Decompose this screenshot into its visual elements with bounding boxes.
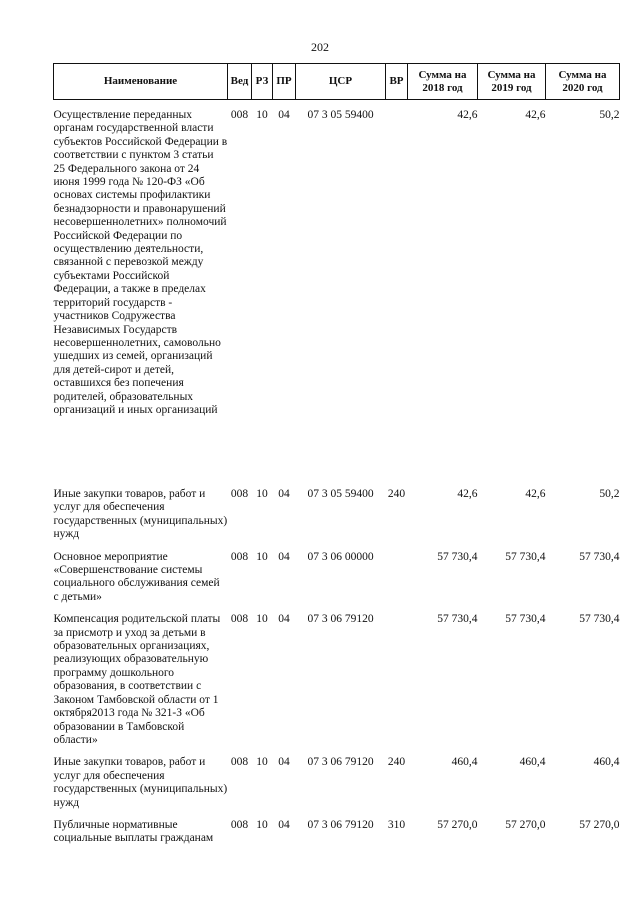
header-vr: ВР [386,64,408,100]
row-ved: 008 [230,756,249,769]
row-sum-2019: 57 270,0 [505,818,546,831]
row-sum-2018: 460,4 [451,756,478,769]
row-ved: 008 [230,550,249,563]
row-csr: 07 3 06 79120 [307,613,374,626]
table-row [54,488,620,542]
row-sum-2020: 460,4 [593,756,620,769]
header-sum-2020: Сумма на 2020 год [546,64,620,100]
header-sum-2018: Сумма на 2018 год [408,64,478,100]
row-csr: 07 3 06 00000 [307,550,374,563]
row-vr [386,551,408,605]
row-ved: 008 [230,613,249,626]
row-sum-2018: 57 270,0 [437,818,478,831]
row-sum-2020: 57 730,4 [579,613,620,626]
row-sum-2018: 42,6 [457,488,478,500]
row-ved: 008 [230,488,249,500]
row-sum-2019: 460,4 [519,756,546,769]
row-vr: 310 [387,818,406,831]
row-pr: 04 [278,488,290,500]
row-sum-2020: 57 270,0 [579,818,620,831]
table-row [54,613,620,747]
page-number: 202 [311,40,329,54]
row-rz: 10 [256,488,268,500]
row-vr: 240 [387,488,406,500]
table-row [54,109,620,479]
table-row [54,551,620,605]
header-ved: Вед [228,64,252,100]
budget-table [53,63,620,846]
row-rz: 10 [256,613,268,626]
row-sum-2018: 42,6 [457,109,478,121]
row-rz: 10 [256,550,268,563]
row-pr: 04 [278,550,290,563]
table-row [54,756,620,810]
row-sum-2020: 50,2 [599,488,620,500]
row-rz: 10 [256,756,268,769]
row-sum-2018: 57 730,4 [437,613,478,626]
row-csr: 07 3 06 79120 [307,818,374,831]
row-sum-2018: 57 730,4 [437,550,478,563]
row-name: Основное мероприятие «Совершенствование системы социального обслуживания семей с детьми» [53,550,220,603]
row-rz: 10 [256,109,268,121]
header-rz: РЗ [252,64,273,100]
table-header-row [54,64,620,100]
header-csr: ЦСР [296,64,386,100]
row-rz: 10 [256,818,268,831]
header-name: Наименование [54,64,228,100]
row-pr: 04 [278,818,290,831]
row-csr: 07 3 05 59400 [307,488,374,500]
row-pr: 04 [278,109,290,121]
row-name: Иные закупки товаров, работ и услуг для обеспечения государственных (муниципальных) нужд [53,756,228,809]
row-name: Иные закупки товаров, работ и услуг для обеспечения государственных (муниципальных) нужд [53,488,228,541]
header-sum-2019: Сумма на 2019 год [478,64,546,100]
row-name: Осуществление переданных органам государственной власти субъектов Российской Федерации в соответствии с пунктом 3 статьи 25 Федерального закона от 24 июня 1999 года № 120-ФЗ «Об основах системы профилактики безнадзорности и правонарушений несовершеннолетних» полномочий Российской Федерации по осуществлению деятельности, связанной с перевозкой между субъектами Российской Федерации, а также в пределах территорий государств - участников Содружества Независимых Государств несовершеннолетних, самовольно ушедших из семей, организаций для детей-сирот и детей, оставшихся без попечения родителей, образовательных организаций и иных организаций [53,109,228,416]
row-name: Компенсация родительской платы за присмотр и уход за детьми в образовательных организациях, реализующих образовательную программу дошкольного образования, в соответствии с Законом Тамбовской области от 1 октября2013 года № 321-З «Об образовании в Тамбовской области» [53,613,221,746]
row-pr: 04 [278,756,290,769]
row-sum-2019: 57 730,4 [505,613,546,626]
table-row [54,819,620,846]
row-csr: 07 3 06 79120 [307,756,374,769]
row-pr: 04 [278,613,290,626]
header-pr: ПР [273,64,296,100]
row-ved: 008 [230,818,249,831]
row-vr [386,613,408,747]
row-sum-2019: 57 730,4 [505,550,546,563]
row-sum-2019: 42,6 [525,109,546,121]
row-sum-2019: 42,6 [525,488,546,500]
row-sum-2020: 50,2 [599,109,620,121]
row-name: Публичные нормативные социальные выплаты гражданам [53,818,214,845]
row-vr: 240 [387,756,406,769]
row-ved: 008 [230,109,249,121]
row-csr: 07 3 05 59400 [307,109,374,121]
row-sum-2020: 57 730,4 [579,550,620,563]
row-vr [386,109,408,479]
